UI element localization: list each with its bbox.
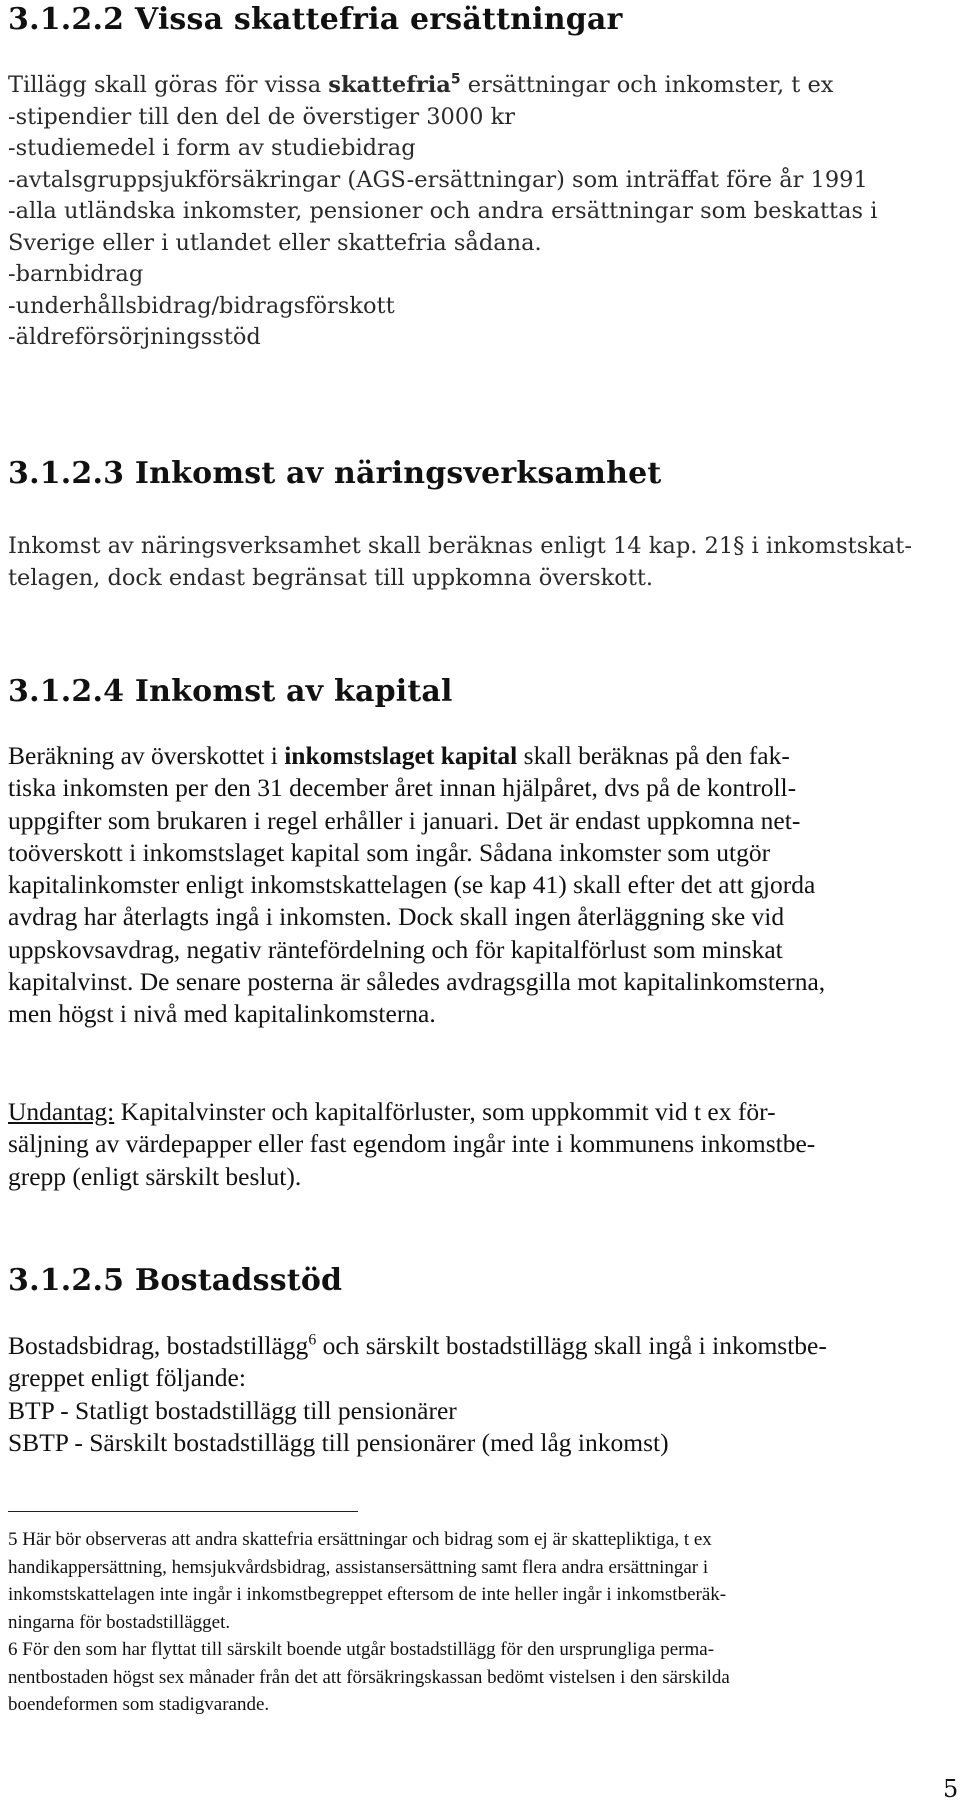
list-item: -avtalsgruppsjukförsäkringar (AGS-ersättningar) som inträffat före år 1991 xyxy=(8,166,868,193)
list-item: Sverige eller i utlandet eller skattefria sådana. xyxy=(8,229,542,256)
footnote-line: boendeformen som stadigvarande. xyxy=(8,1694,270,1716)
footnote-line: handikappersättning, hemsjukvårdsbidrag, assistansersättning samt flera andra ersättningar i xyxy=(8,1556,709,1578)
footnote-divider xyxy=(8,1511,358,1512)
paragraph-line: grepp (enligt särskilt beslut). xyxy=(8,1161,302,1191)
paragraph-line: toöverskott i inkomstslaget kapital som ingår. Sådana inkomster som utgör xyxy=(8,837,771,867)
section-3-1-2-3-body xyxy=(8,531,912,594)
paragraph-line: SBTP - Särskilt bostadstillägg till pensionärer (med låg inkomst) xyxy=(8,1427,669,1457)
text: Kapitalvinster och kapitalförluster, som uppkommit vid t ex för- xyxy=(114,1097,776,1126)
footnote-5 xyxy=(8,1526,726,1636)
section-heading: 3.1.2.5 Bostadsstöd xyxy=(8,1263,343,1298)
section-heading: 3.1.2.4 Inkomst av kapital xyxy=(8,674,453,709)
text: Beräkning av överskottet i xyxy=(8,741,285,770)
paragraph-line xyxy=(8,740,825,772)
paragraph-line xyxy=(8,1330,827,1362)
footnote-line xyxy=(8,1526,726,1554)
paragraph-line: telagen, dock endast begränsat till uppkomna överskott. xyxy=(8,564,654,591)
footnote-line: inkomstskattelagen inte ingår i inkomstbegreppet eftersom de inte heller ingår i inkomstberäk- xyxy=(8,1584,727,1606)
section-heading: 3.1.2.2 Vissa skattefria ersättningar xyxy=(8,2,623,37)
section-3-1-2-2 xyxy=(8,0,623,40)
paragraph-line: uppgifter som brukaren i regel erhåller i januari. Det är endast uppkomna net- xyxy=(8,805,801,835)
footnote-ref-5[interactable]: 5 xyxy=(450,71,461,88)
emphasis-inkomstslaget-kapital: inkomstslaget kapital xyxy=(284,741,518,770)
list-item: -äldreförsörjningsstöd xyxy=(8,324,261,350)
footnote-number: 5 xyxy=(8,1529,18,1550)
paragraph-line: kapitalinkomster enligt inkomstskattelagen (se kap 41) skall efter det att gjorda xyxy=(8,870,816,900)
section-heading: 3.1.2.3 Inkomst av näringsverksamhet xyxy=(8,456,662,491)
intro-line xyxy=(8,70,877,102)
list-item: -underhållsbidrag/bidragsförskott xyxy=(8,292,395,319)
paragraph-line: BTP - Statligt bostadstillägg till pensionärer xyxy=(8,1395,457,1425)
footnote-line: nentbostaden högst sex månader från det att försäkringskassan bedömt vistelsen i den särskilda xyxy=(8,1666,730,1688)
paragraph-line: kapitalvinst. De senare posterna är således avdragsgilla mot kapitalinkomsterna, xyxy=(8,967,826,997)
page-number: 5 xyxy=(943,1775,959,1803)
footnote-ref-6[interactable]: 6 xyxy=(308,1331,317,1349)
list-item: -studiemedel i form av studiebidrag xyxy=(8,135,416,161)
list-item: -stipendier till den del de överstiger 3000 kr xyxy=(8,103,516,130)
text: och särskilt bostadstillägg skall ingå i inkomstbe- xyxy=(316,1331,827,1360)
exception-paragraph xyxy=(8,1096,815,1193)
text: För den som har flyttat till särskilt boende utgår bostadstillägg för den ursprungliga perma- xyxy=(17,1639,715,1660)
text: skall beräknas på den fak- xyxy=(517,741,790,770)
section-3-1-2-3 xyxy=(8,454,661,494)
footnote-line: ningarna för bostadstillägget. xyxy=(8,1611,231,1633)
paragraph-line: tiska inkomsten per den 31 december året innan hjälpåret, dvs på de kontroll- xyxy=(8,773,797,803)
footnote-6 xyxy=(8,1636,730,1719)
footnote-number: 6 xyxy=(8,1639,18,1660)
text: Bostadsbidrag, bostadstillägg xyxy=(8,1331,309,1360)
paragraph-line: men högst i nivå med kapitalinkomsterna. xyxy=(8,999,436,1029)
emphasis-skattefria: skattefria xyxy=(328,72,451,98)
text: Här bör observeras att andra skattefria ersättningar och bidrag som ej är skattepliktiga, t ex xyxy=(17,1529,712,1550)
list-item: -barnbidrag xyxy=(8,261,144,287)
paragraph-line: uppskovsavdrag, negativ räntefördelning och för kapitalförlust som minskat xyxy=(8,934,783,964)
intro-text: Tillägg skall göras för vissa xyxy=(8,72,329,98)
paragraph-line: avdrag har återlagts ingå i inkomsten. Dock skall ingen återläggning ske vid xyxy=(8,902,785,932)
section-3-1-2-4-body xyxy=(8,740,825,1031)
list-item: -alla utländska inkomster, pensioner och andra ersättningar som beskattas i xyxy=(8,198,878,224)
paragraph-line xyxy=(8,1096,815,1128)
exception-label: Undantag: xyxy=(8,1097,115,1126)
footnote-line xyxy=(8,1636,730,1664)
paragraph-line: säljning av värdepapper eller fast egendom ingår inte i kommunens inkomstbe- xyxy=(8,1129,816,1159)
section-3-1-2-5 xyxy=(8,1261,342,1301)
paragraph-line: greppet enligt följande: xyxy=(8,1363,246,1393)
section-3-1-2-2-body xyxy=(8,70,877,354)
section-3-1-2-5-body xyxy=(8,1330,827,1459)
paragraph-line: Inkomst av näringsverksamhet skall beräknas enligt 14 kap. 21§ i inkomstskat- xyxy=(8,533,912,559)
section-3-1-2-4 xyxy=(8,672,453,712)
intro-text-end: ersättningar och inkomster, t ex xyxy=(460,72,834,98)
